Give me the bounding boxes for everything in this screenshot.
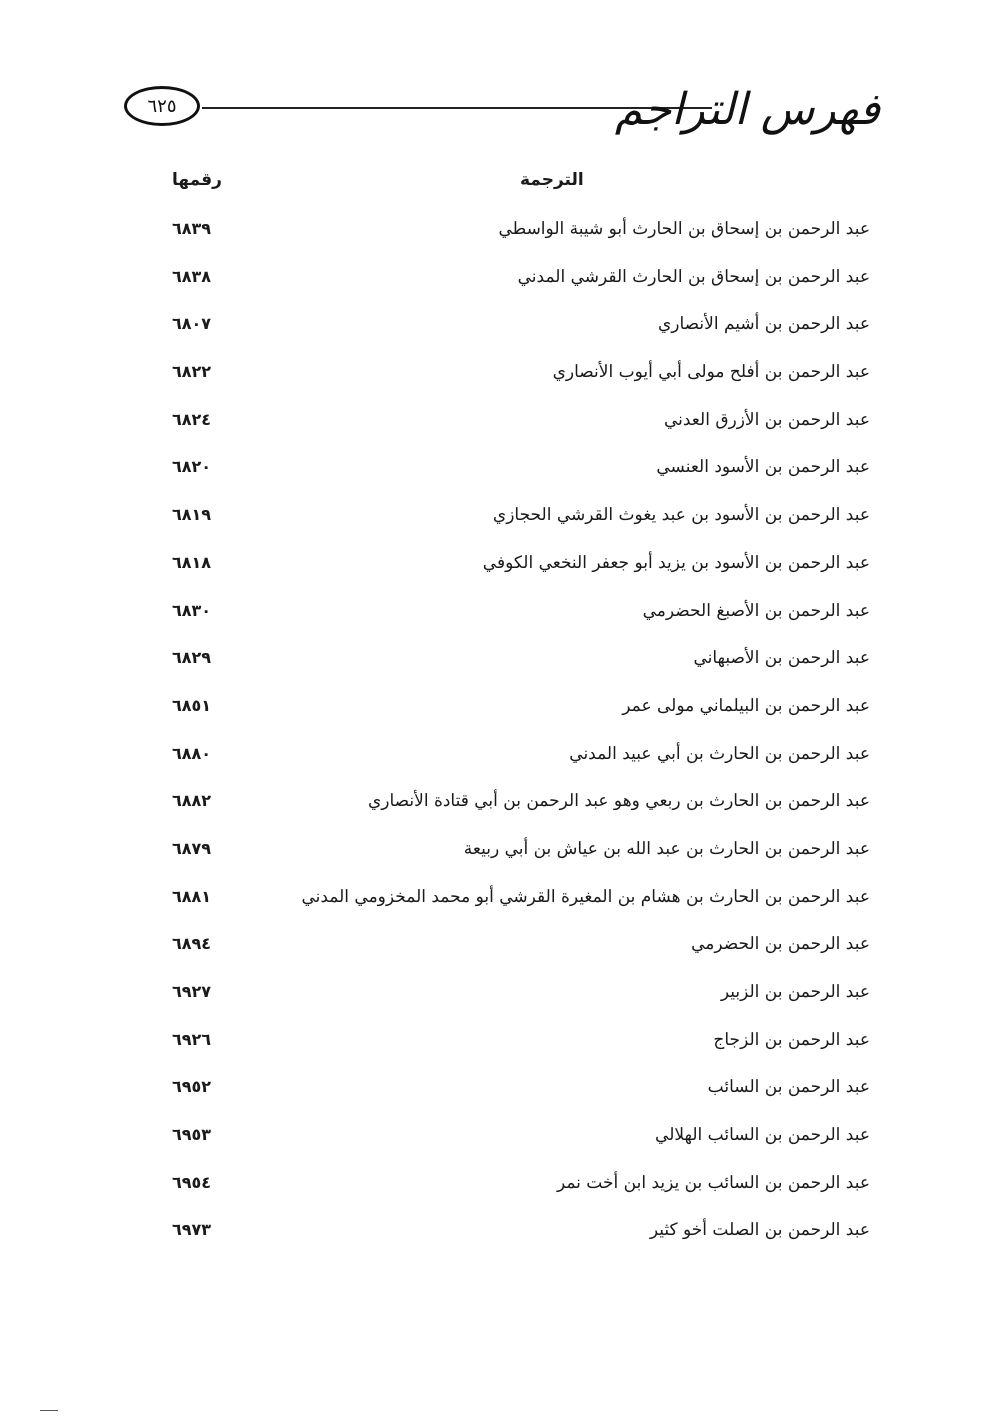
list-item bbox=[120, 502, 870, 550]
list-item bbox=[120, 1122, 870, 1170]
list-item bbox=[120, 884, 870, 932]
entry-number: ٦٩٧٣ bbox=[172, 1220, 212, 1240]
entry-name: عبد الرحمن بن الأزرق العدني bbox=[663, 409, 870, 430]
list-item bbox=[120, 693, 870, 741]
list-item bbox=[120, 1074, 870, 1122]
entry-number: ٦٨٣٩ bbox=[172, 219, 212, 238]
list-item bbox=[120, 979, 870, 1027]
entry-name: عبد الرحمن بن البيلماني مولى عمر bbox=[622, 695, 870, 716]
page-header bbox=[120, 78, 880, 158]
entry-number: ٦٨٠٧ bbox=[172, 314, 212, 334]
column-headers bbox=[120, 170, 880, 200]
entry-name: عبد الرحمن بن الأسود بن عبد يغوث القرشي الحجازي bbox=[492, 505, 870, 526]
entry-name: عبد الرحمن بن الحارث بن أبي عبيد المدني bbox=[569, 743, 870, 764]
page-number-badge bbox=[124, 86, 200, 126]
entry-number: ٦٨١٨ bbox=[172, 552, 212, 572]
list-item bbox=[120, 645, 870, 693]
column-header-name: الترجمة bbox=[520, 170, 584, 190]
list-item bbox=[120, 264, 870, 312]
entry-name: عبد الرحمن بن الأسود العنسي bbox=[656, 457, 870, 478]
entry-number: ٦٨٢٤ bbox=[172, 409, 212, 429]
entry-name: عبد الرحمن بن السائب bbox=[707, 1077, 870, 1098]
list-item bbox=[120, 1027, 870, 1075]
entry-number: ٦٩٢٦ bbox=[172, 1029, 212, 1049]
entry-number: ٦٩٥٤ bbox=[172, 1172, 212, 1192]
entry-list bbox=[120, 216, 870, 1265]
list-item bbox=[120, 741, 870, 789]
list-item bbox=[120, 931, 870, 979]
entry-number: ٦٨٨٠ bbox=[172, 743, 212, 763]
entry-name: عبد الرحمن بن الأصبهاني bbox=[693, 648, 870, 669]
list-item bbox=[120, 598, 870, 646]
entry-number: ٦٩٢٧ bbox=[172, 982, 212, 1001]
page-title: فهرس التراجم bbox=[614, 84, 880, 135]
list-item bbox=[120, 311, 870, 359]
entry-number: ٦٨٢٩ bbox=[172, 648, 212, 668]
entry-name: عبد الرحمن بن الحارث بن عبد الله بن عياش بن أبي ربيعة bbox=[463, 838, 870, 859]
list-item bbox=[120, 1217, 870, 1265]
entry-name: عبد الرحمن بن الأصبغ الحضرمي bbox=[642, 600, 870, 621]
entry-name: عبد الرحمن بن الزبير bbox=[720, 982, 870, 1002]
entry-name: عبد الرحمن بن الزجاج bbox=[713, 1029, 870, 1050]
entry-name: عبد الرحمن بن الحارث بن ربعي وهو عبد الرحمن بن أبي قتادة الأنصاري bbox=[367, 791, 870, 812]
entry-number: ٦٨٩٤ bbox=[172, 934, 212, 954]
column-header-number: رقمها bbox=[172, 170, 222, 190]
entry-name: عبد الرحمن بن إسحاق بن الحارث القرشي المدني bbox=[517, 266, 870, 287]
list-item bbox=[120, 1170, 870, 1218]
entry-number: ٦٨٣٠ bbox=[172, 600, 212, 620]
footer-mark bbox=[40, 1410, 58, 1411]
entry-name: عبد الرحمن بن السائب الهلالي bbox=[655, 1125, 870, 1146]
list-item bbox=[120, 836, 870, 884]
list-item bbox=[120, 788, 870, 836]
entry-name: عبد الرحمن بن إسحاق بن الحارث أبو شيبة الواسطي bbox=[498, 219, 870, 239]
entry-name: عبد الرحمن بن الأسود بن يزيد أبو جعفر النخعي الكوفي bbox=[482, 552, 870, 573]
entry-number: ٦٩٥٣ bbox=[172, 1125, 212, 1145]
page-number: ٦٢٥ bbox=[147, 95, 177, 117]
list-item bbox=[120, 216, 870, 264]
list-item bbox=[120, 407, 870, 455]
entry-name: عبد الرحمن بن أفلح مولى أبي أيوب الأنصاري bbox=[552, 362, 870, 383]
entry-number: ٦٨٣٨ bbox=[172, 266, 212, 286]
entry-number: ٦٨٢٢ bbox=[172, 362, 212, 382]
entry-number: ٦٩٥٢ bbox=[172, 1077, 212, 1097]
entry-name: عبد الرحمن بن الحارث بن هشام بن المغيرة القرشي أبو محمد المخزومي المدني bbox=[301, 886, 870, 907]
list-item bbox=[120, 550, 870, 598]
entry-name: عبد الرحمن بن الصلت أخو كثير bbox=[649, 1220, 870, 1241]
entry-number: ٦٨٧٩ bbox=[172, 838, 212, 858]
entry-number: ٦٨٨١ bbox=[172, 886, 212, 906]
entry-number: ٦٨٥١ bbox=[172, 695, 212, 715]
list-item bbox=[120, 359, 870, 407]
entry-number: ٦٨٢٠ bbox=[172, 457, 212, 477]
entry-name: عبد الرحمن بن السائب بن يزيد ابن أخت نمر bbox=[556, 1172, 870, 1193]
entry-number: ٦٨١٩ bbox=[172, 505, 212, 525]
entry-number: ٦٨٨٢ bbox=[172, 791, 212, 811]
entry-name: عبد الرحمن بن الحضرمي bbox=[691, 934, 870, 955]
list-item bbox=[120, 454, 870, 502]
entry-name: عبد الرحمن بن أشيم الأنصاري bbox=[657, 314, 870, 335]
